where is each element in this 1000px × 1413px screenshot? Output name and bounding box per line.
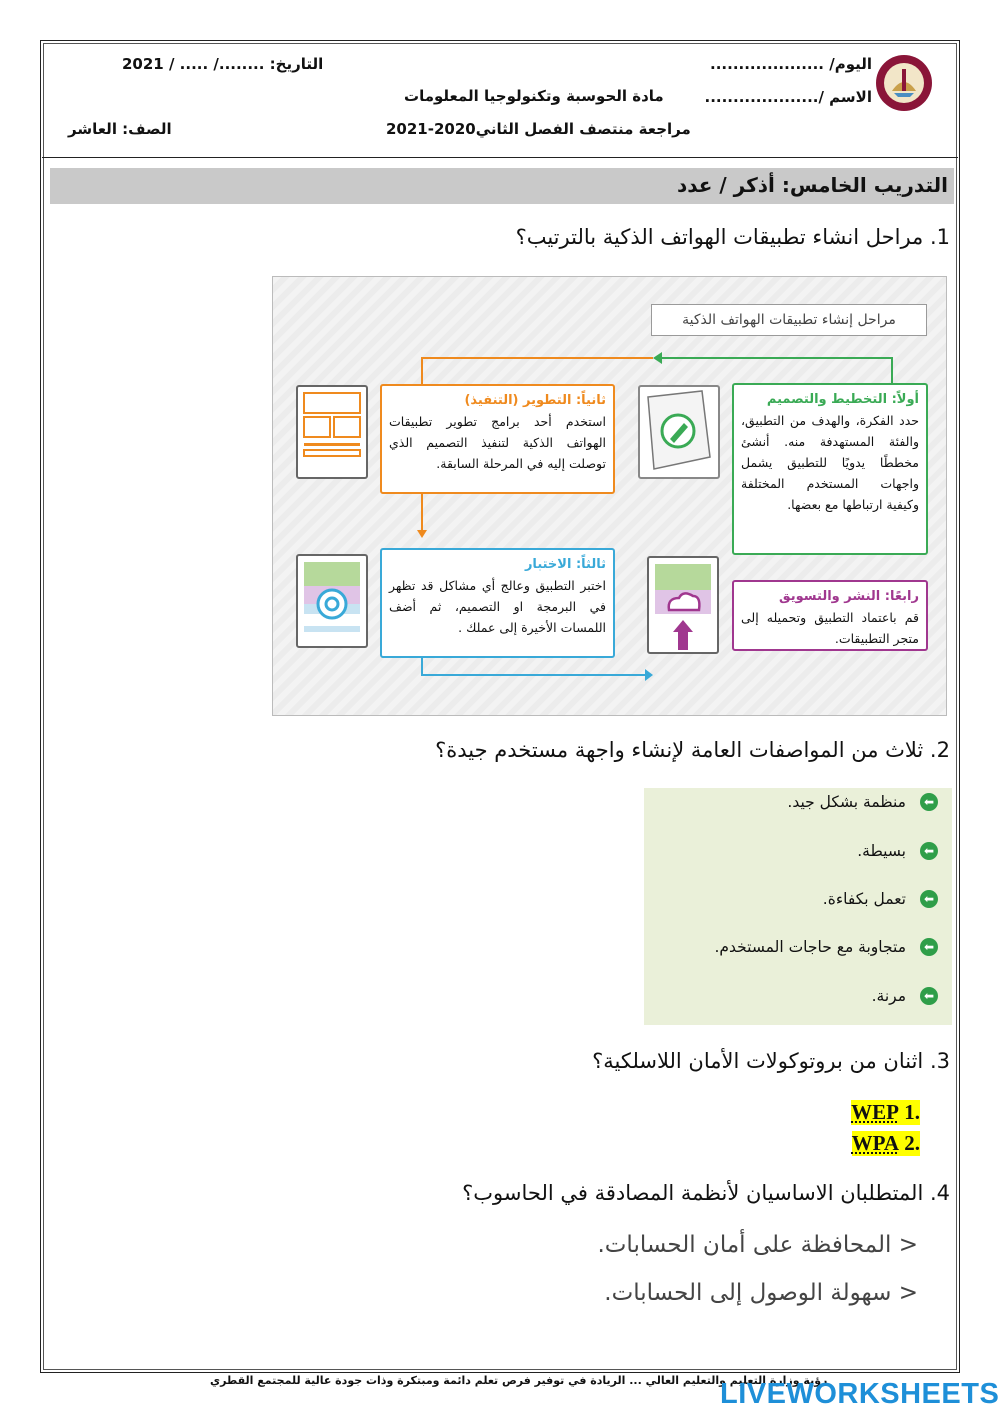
question-3: 3. اثنان من بروتوكولات الأمان اللاسلكية؟ xyxy=(592,1049,950,1073)
auth-requirement-2: < سهولة الوصول إلى الحسابات. xyxy=(604,1280,918,1306)
protocol-answer-2 xyxy=(852,1131,920,1156)
stage-2-title: ثانياً: التطوير (التنفيذ) xyxy=(464,393,606,408)
subject-title: مادة الحوسبة وتكنولوجيا المعلومات xyxy=(404,87,664,105)
stage-1-box xyxy=(732,383,928,555)
section-bar xyxy=(50,168,954,204)
stage-1-text: حدد الفكرة، والهدف من التطبيق، والفئة المستهدفة منه. أنشئ مخططًا يدويًا للتطبيق يشمل واجهات المستخدم المختلفة وكيفية ارتباطها مع بعضها. xyxy=(741,413,919,512)
list-item xyxy=(857,842,938,860)
protocol-2-value: WPA xyxy=(851,1131,899,1155)
stage-2-text: استخدم أحد برامج تطوير تطبيقات الهواتف الذكية لتنفيذ التصميم الذي توصلت إليه في المرحلة السابقة. xyxy=(389,414,606,471)
list-item xyxy=(872,987,938,1005)
stage-1-title: أولاً: التخطيط والتصميم xyxy=(766,392,919,407)
stage-4-text: قم باعتماد التطبيق وتحميله إلى متجر التطبيقات. xyxy=(741,610,919,646)
auth-requirement-1: < المحافظة على أمان الحسابات. xyxy=(597,1232,918,1258)
arrow-left-icon: ⬅ xyxy=(920,890,938,908)
connector-green-top xyxy=(831,357,893,359)
grade-label: الصف: العاشر xyxy=(68,120,172,138)
list-item-text: متجاوبة مع حاجات المستخدم. xyxy=(714,938,906,956)
footer-motto: رؤية وزارة التعليم والتعليم العالي ... الريادة في توفير فرص تعلم دائمة ومبتكرة وذات جودة عالية للمجتمع القطري xyxy=(210,1374,828,1387)
connector-orange-mid xyxy=(421,494,423,532)
arrow-left-icon: ⬅ xyxy=(920,938,938,956)
connector-blue-down xyxy=(421,658,423,675)
connector-green-mid xyxy=(660,357,833,359)
list-item-text: منظمة بشكل جيد. xyxy=(787,793,906,811)
date-field: التاريخ: ......../ ..... / 2021 xyxy=(122,55,324,73)
testing-tablet-icon xyxy=(296,554,368,648)
day-field: اليوم/ .................... xyxy=(710,55,872,73)
connector-orange-down xyxy=(421,357,423,384)
stage-3-box xyxy=(380,548,615,658)
list-item xyxy=(787,793,938,811)
stage-4-title: رابعًا: النشر والتسويق xyxy=(779,589,919,604)
protocol-answer-1 xyxy=(851,1100,920,1125)
stage-4-box xyxy=(732,580,928,651)
arrow-left-icon: ⬅ xyxy=(920,842,938,860)
stage-3-title: ثالثاً: الاختبار xyxy=(524,557,606,572)
review-title: مراجعة منتصف الفصل الثاني2020-2021 xyxy=(386,120,691,138)
list-item-text: تعمل بكفاءة. xyxy=(822,890,906,908)
stage-3-text: اختبر التطبيق وعالج أي مشاكل قد تظهر في البرمجة او التصميم، ثم أضف اللمسات الأخيرة إلى عملك . xyxy=(389,578,606,635)
ministry-logo xyxy=(874,53,934,113)
diagram-title: مراحل إنشاء تطبيقات الهواتف الذكية xyxy=(651,304,927,336)
question-1: 1. مراحل انشاء تطبيقات الهواتف الذكية بالترتيب؟ xyxy=(515,225,950,249)
question-4: 4. المتطلبان الاساسيان لأنظمة المصادقة في الحاسوب؟ xyxy=(462,1181,950,1205)
list-item-text: مرنة. xyxy=(871,987,906,1005)
protocol-2-number: .2 xyxy=(904,1131,920,1155)
stage-2-box xyxy=(380,384,615,494)
arrow-orange xyxy=(417,530,427,538)
section-title: التدريب الخامس: أذكر / عدد xyxy=(676,173,948,197)
arrow-left-icon: ⬅ xyxy=(920,987,938,1005)
design-sketch-icon xyxy=(638,385,720,479)
connector-blue-bottom xyxy=(421,674,649,676)
list-item-text: بسيطة. xyxy=(857,842,906,860)
protocol-1-value: WEP xyxy=(851,1100,899,1124)
layout-tablet-icon xyxy=(296,385,368,479)
name-field: الاسم /.................... xyxy=(704,88,872,106)
arrow-blue xyxy=(645,669,653,681)
protocol-1-number: .1 xyxy=(904,1100,920,1124)
liveworksheets-brand[interactable]: LIVEWORKSHEETS xyxy=(720,1378,1000,1410)
arrow-left-icon: ⬅ xyxy=(920,793,938,811)
header-divider xyxy=(42,157,958,158)
question-2: 2. ثلاث من المواصفات العامة لإنشاء واجهة مستخدم جيدة؟ xyxy=(435,738,950,762)
connector-orange-top xyxy=(421,357,653,359)
publish-tablet-icon xyxy=(647,556,719,654)
list-item xyxy=(714,938,938,956)
list-item xyxy=(823,890,938,908)
